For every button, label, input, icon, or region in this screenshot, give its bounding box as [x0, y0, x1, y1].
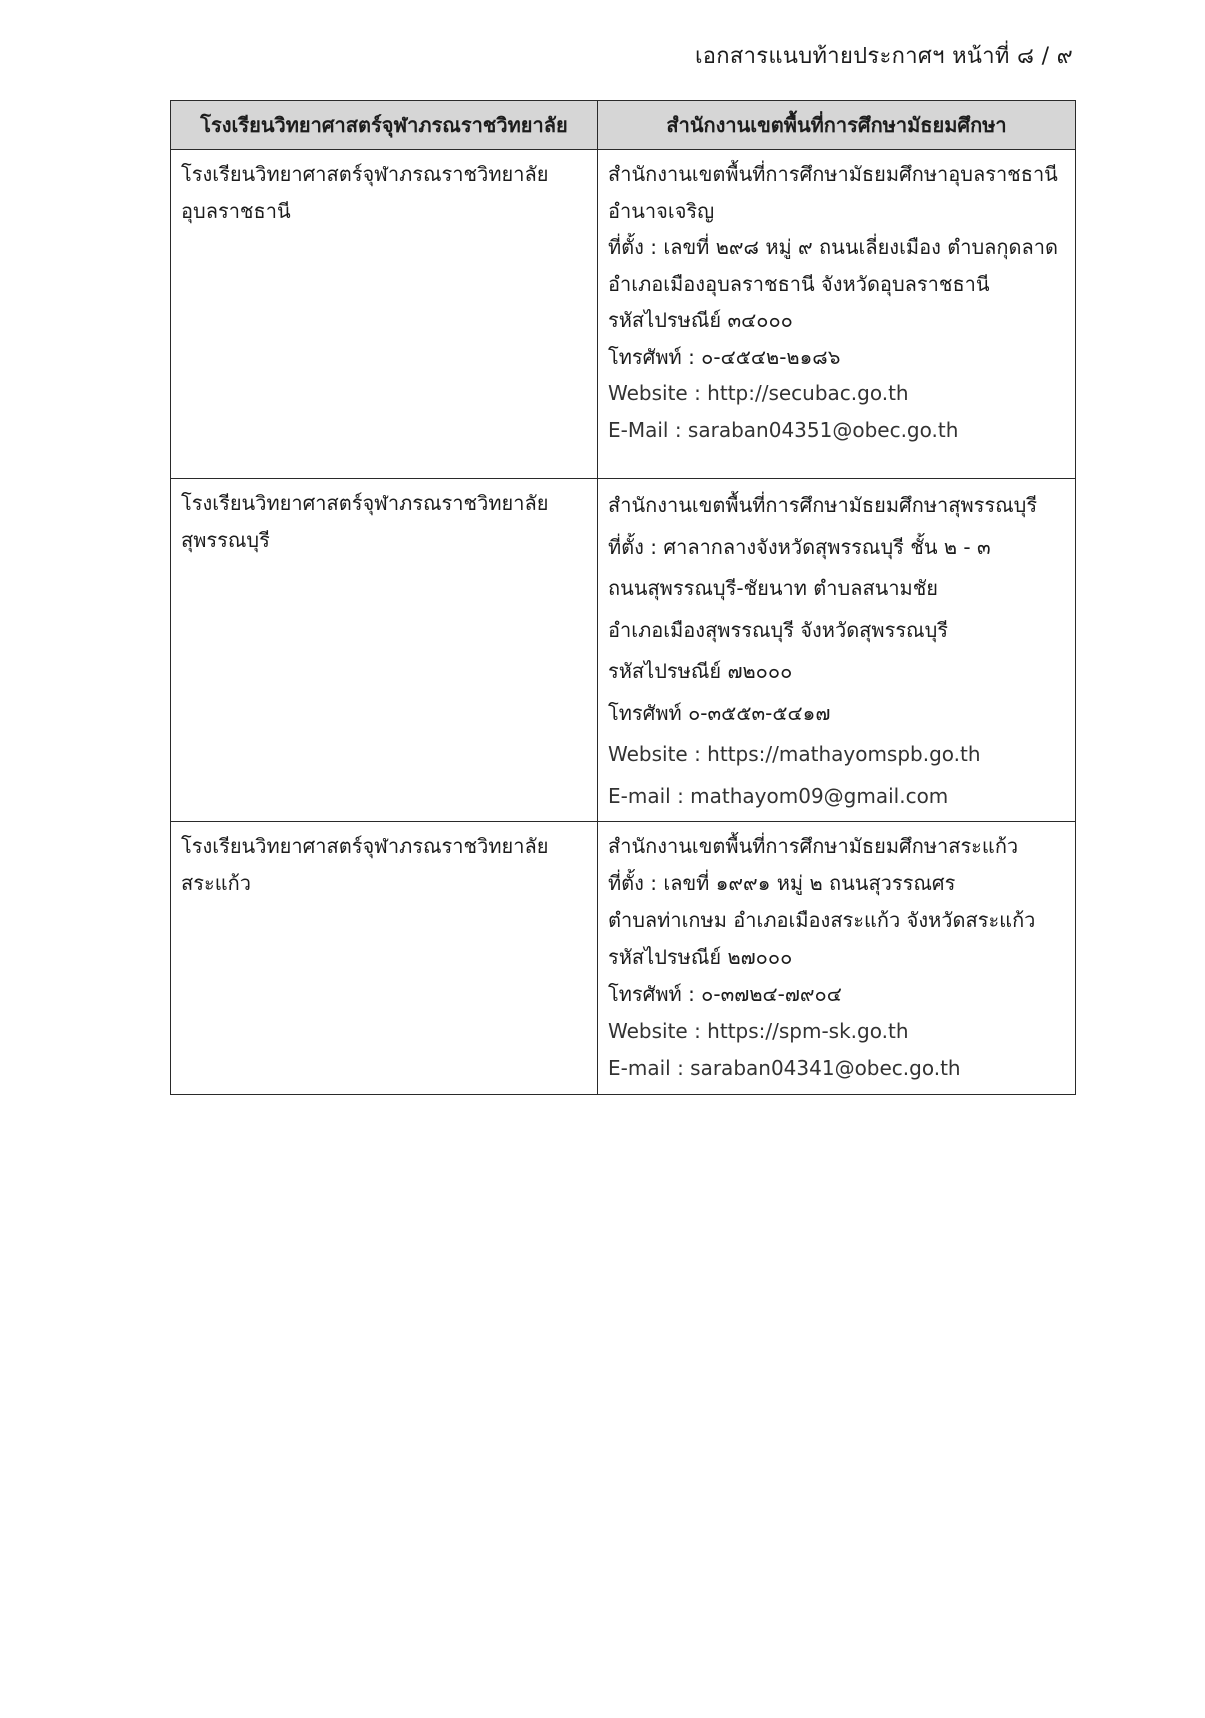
office-website-link[interactable]: Website : https://spm-sk.go.th — [608, 1019, 909, 1043]
office-name: สำนักงานเขตพื้นที่การศึกษามัธยมศึกษาสุพรรณบุรี — [608, 493, 1038, 517]
header-office: สำนักงานเขตพื้นที่การศึกษามัธยมศึกษา — [598, 101, 1076, 150]
office-postcode: รหัสไปรษณีย์ ๗๒๐๐๐ — [608, 659, 793, 683]
office-name: สำนักงานเขตพื้นที่การศึกษามัธยมศึกษาสระแก้ว — [608, 834, 1019, 858]
office-address: ที่ตั้ง : เลขที่ ๒๙๘ หมู่ ๙ ถนนเลี่ยงเมือง ตำบลกุดลาด — [608, 235, 1058, 259]
office-phone: โทรศัพท์ : ๐-๔๕๔๒-๒๑๘๖ — [608, 344, 841, 369]
office-postcode: รหัสไปรษณีย์ ๒๗๐๐๐ — [608, 945, 793, 969]
page-header: เอกสารแนบท้ายประกาศฯ หน้าที่ ๘ / ๙ — [694, 44, 1073, 69]
school-name: โรงเรียนวิทยาศาสตร์จุฬาภรณราชวิทยาลัย — [181, 162, 549, 186]
office-address: ที่ตั้ง : เลขที่ ๑๙๙๑ หมู่ ๒ ถนนสุวรรณศร — [608, 871, 956, 895]
office-address-cont: ตำบลท่าเกษม อำเภอเมืองสระแก้ว จังหวัดสระแก้ว — [608, 908, 1036, 932]
table-row — [171, 822, 1076, 1095]
office-cell — [598, 479, 1076, 822]
school-province: สระแก้ว — [181, 871, 251, 895]
office-name-cont: อำนาจเจริญ — [608, 198, 715, 223]
school-name: โรงเรียนวิทยาศาสตร์จุฬาภรณราชวิทยาลัย — [181, 491, 549, 515]
school-province: สุพรรณบุรี — [181, 528, 270, 552]
school-cell — [171, 479, 598, 822]
office-website-link[interactable]: Website : https://mathayomspb.go.th — [608, 742, 981, 766]
school-province: อุบลราชธานี — [181, 199, 291, 223]
office-address-cont: อำเภอเมืองอุบลราชธานี จังหวัดอุบลราชธานี — [608, 271, 990, 296]
office-email-link[interactable]: E-Mail : saraban04351@obec.go.th — [608, 417, 959, 442]
table-row — [171, 150, 1076, 479]
table-header-row — [171, 101, 1076, 150]
office-phone: โทรศัพท์ : ๐-๓๗๒๔-๗๙๐๔ — [608, 982, 842, 1006]
office-cell — [598, 822, 1076, 1095]
office-phone: โทรศัพท์ ๐-๓๕๕๓-๕๔๑๗ — [608, 700, 831, 725]
header-school: โรงเรียนวิทยาศาสตร์จุฬาภรณราชวิทยาลัย — [171, 101, 598, 150]
office-table — [170, 100, 1076, 1095]
office-email-link[interactable]: E-mail : mathayom09@gmail.com — [608, 783, 949, 808]
office-website-link[interactable]: Website : http://secubac.go.th — [608, 381, 909, 405]
office-address: ที่ตั้ง : ศาลากลางจังหวัดสุพรรณบุรี ชั้น ๒ - ๓ — [608, 534, 991, 559]
office-address-cont: ถนนสุพรรณบุรี-ชัยนาท ตำบลสนามชัย — [608, 576, 939, 600]
school-cell — [171, 150, 598, 479]
office-address-cont: อำเภอเมืองสุพรรณบุรี จังหวัดสุพรรณบุรี — [608, 617, 949, 642]
office-postcode: รหัสไปรษณีย์ ๓๔๐๐๐ — [608, 308, 793, 332]
school-name: โรงเรียนวิทยาศาสตร์จุฬาภรณราชวิทยาลัย — [181, 834, 549, 858]
office-email-link[interactable]: E-mail : saraban04341@obec.go.th — [608, 1056, 961, 1080]
school-cell — [171, 822, 598, 1095]
office-cell — [598, 150, 1076, 479]
table-row — [171, 479, 1076, 822]
office-name: สำนักงานเขตพื้นที่การศึกษามัธยมศึกษาอุบลราชธานี — [608, 162, 1058, 186]
